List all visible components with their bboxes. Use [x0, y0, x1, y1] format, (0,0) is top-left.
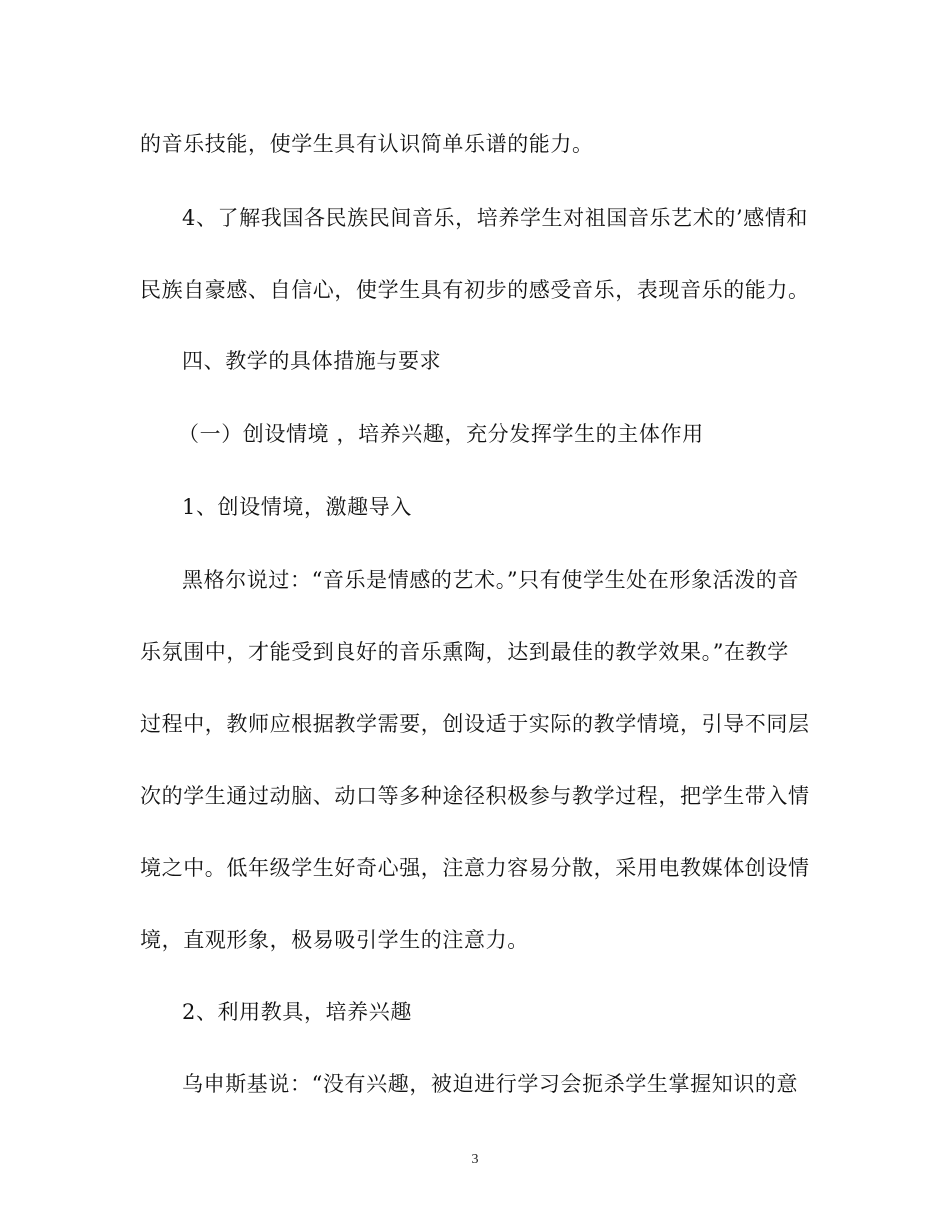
paragraph-line: 境之中。低年级学生好奇心强，注意力容易分散，采用电教媒体创设情 [140, 856, 810, 880]
paragraph-line: 次的学生通过动脑、动口等多种途径积极参与教学过程，把学生带入情 [140, 784, 810, 808]
paragraph-line: 乐氛围中，才能受到良好的音乐熏陶，达到最佳的教学效果。”在教学 [140, 640, 789, 664]
paragraph-line: 的音乐技能，使学生具有认识简单乐谱的能力。 [140, 132, 594, 156]
subsection-heading: （一）创设情境 ，培养兴趣，充分发挥学生的主体作用 [178, 422, 704, 446]
paragraph-line: 民族自豪感、自信心，使学生具有初步的感受音乐，表现音乐的能力。 [140, 278, 810, 302]
paragraph-line: 4、了解我国各民族民间音乐，培养学生对祖国音乐艺术的’感情和 [182, 206, 809, 230]
paragraph-line: 过程中，教师应根据教学需要，创设适于实际的教学情境，引导不同层 [140, 712, 810, 736]
paragraph-line: 黑格尔说过：“音乐是情感的艺术。”只有使学生处在形象活泼的音 [182, 568, 799, 592]
item-heading: 2、利用教具，培养兴趣 [182, 1000, 412, 1024]
page-number: 3 [471, 1152, 479, 1167]
item-heading: 1、创设情境，激趣导入 [182, 495, 412, 519]
section-heading: 四、教学的具体措施与要求 [182, 349, 442, 373]
paragraph-line: 境，直观形象，极易吸引学生的注意力。 [140, 928, 529, 952]
paragraph-line: 乌申斯基说：“没有兴趣，被迫进行学习会扼杀学生掌握知识的意 [182, 1072, 799, 1096]
